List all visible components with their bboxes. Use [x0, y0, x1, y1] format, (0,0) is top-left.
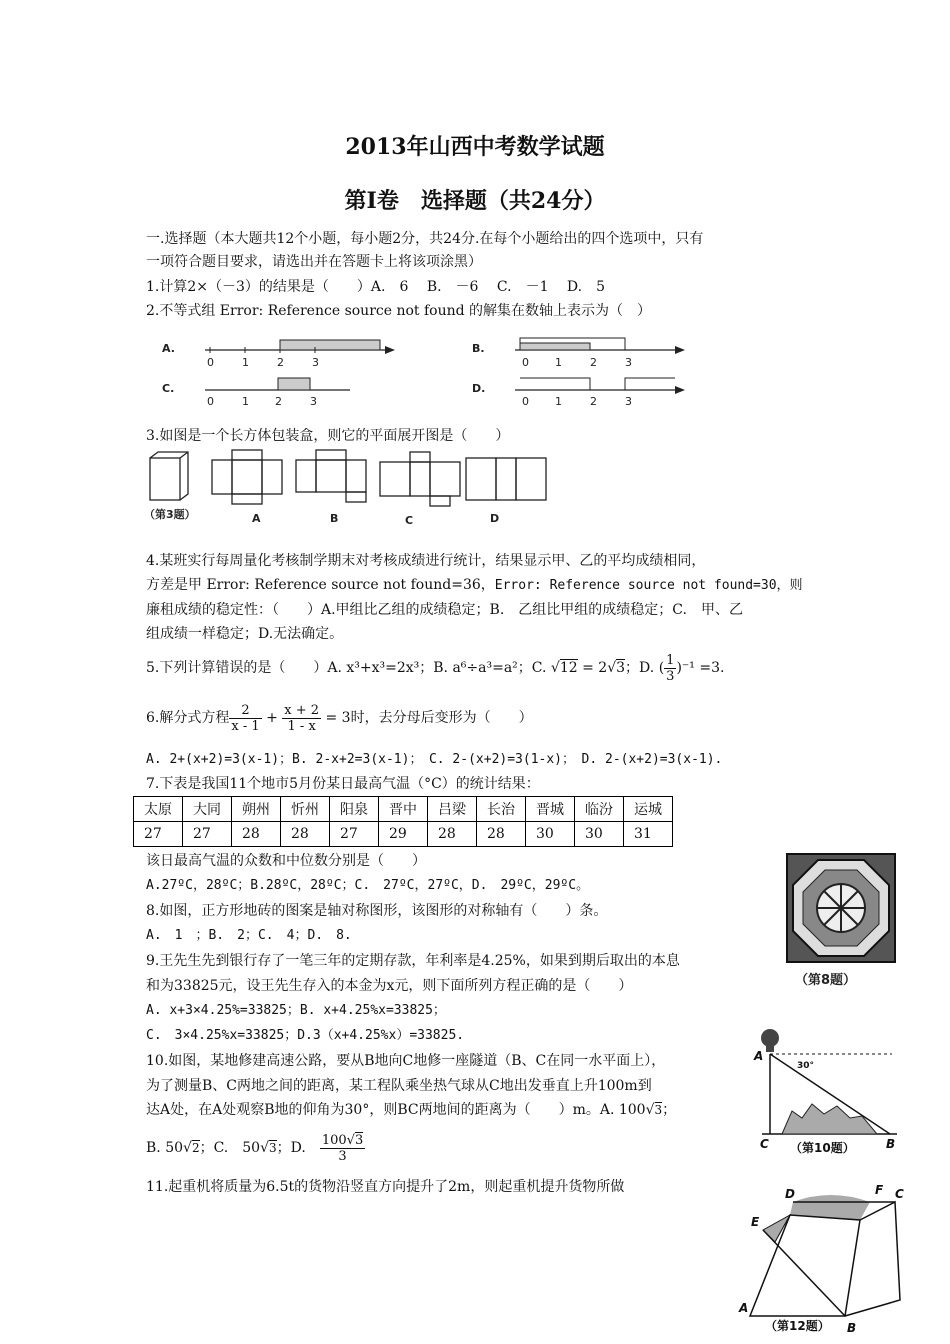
question-1: 1.计算2×（－3）的结果是（ ）A. 6 B. －6 C. －1 D. 5	[146, 279, 606, 295]
svg-text:D: D	[490, 512, 500, 525]
section-title: 第Ⅰ卷 选择题（共24分）	[344, 188, 606, 214]
table-row: 太原 大同 朔州 忻州 阳泉 晋中 吕梁 长治 晋城 临汾 运城	[134, 797, 673, 822]
svg-text:B: B	[330, 512, 339, 525]
svg-text:3: 3	[625, 395, 632, 408]
svg-text:2: 2	[277, 356, 284, 369]
svg-text:B: B	[886, 1137, 896, 1151]
question-9-line-1: 9.王先生先到银行存了一笔三年的定期存款，年利率是4.25%，如果到期后取出的本息	[146, 953, 680, 969]
balloon-figure	[752, 1026, 902, 1160]
svg-text:1: 1	[555, 356, 562, 369]
question-7-options: A.27ºC，28ºC；B.28ºC，28ºC；C. 27ºC，27ºC，D. 29ºC，29ºC。	[146, 878, 590, 893]
svg-text:B: B	[847, 1321, 857, 1335]
page-title: 2013年山西中考数学试题	[345, 134, 605, 160]
svg-text:30°: 30°	[797, 1061, 815, 1071]
svg-text:C: C	[760, 1137, 769, 1151]
fig12-caption: （第12题）	[765, 1319, 830, 1333]
question-9-line-4: C. 3×4.25%x=33825；D.3（x+4.25%x）=33825.	[146, 1028, 465, 1043]
question-7-prompt: 该日最高气温的众数和中位数分别是（ ）	[146, 853, 426, 869]
q12-figure	[735, 1180, 910, 1340]
option-a-label: A.	[162, 342, 175, 355]
svg-text:A: A	[754, 1049, 764, 1063]
question-4-line-1: 4.某班实行每周量化考核制学期末对考核成绩进行统计，结果显示甲、乙的平均成绩相同，	[146, 553, 706, 569]
option-b-label: B.	[472, 342, 485, 355]
question-4-line-4: 组成绩一样稳定；D.无法确定。	[146, 626, 344, 642]
svg-text:2: 2	[590, 356, 597, 369]
svg-text:3: 3	[625, 356, 632, 369]
question-9-line-2: 和为33825元，设王先生存入的本金为x元，则下面所列方程正确的是（ ）	[146, 978, 633, 994]
question-10-line-2: 为了测量B、C两地之间的距离，某工程队乘坐热气球从C地出发垂直上升100m到	[146, 1078, 652, 1094]
question-7: 7.下表是我国11个地市5月份某日最高气温（°C）的统计结果：	[146, 776, 540, 792]
svg-text:F: F	[875, 1183, 884, 1197]
svg-text:3: 3	[310, 395, 317, 408]
floor-tile-figure	[783, 850, 903, 992]
svg-text:A: A	[252, 512, 261, 525]
question-10-line-3: 达A处，在A处观察B地的仰角为30°，则BC两地间的距离为（ ）m。A. 100√3；	[146, 1102, 677, 1118]
fig3-caption: （第3题）	[144, 508, 196, 521]
svg-text:1: 1	[242, 395, 249, 408]
fig10-caption: （第10题）	[790, 1141, 855, 1155]
question-2: 2.不等式组 Error: Reference source not found 的解集在数轴上表示为（ ）	[146, 303, 652, 319]
q3-box-nets	[140, 448, 560, 530]
svg-text:1: 1	[555, 395, 562, 408]
svg-text:C: C	[895, 1187, 904, 1201]
question-4-line-2: 方差是甲 Error: Reference source not found=36，Error: Reference source not found=30，则	[146, 577, 803, 593]
question-4-line-3: 廉租成绩的稳定性：（ ）A.甲组比乙组的成绩稳定；B. 乙组比甲组的成绩稳定；C. 甲、乙	[146, 602, 743, 618]
question-9-line-3: A. x+3×4.25%=33825；B. x+4.25%x=33825；	[146, 1003, 446, 1018]
svg-text:2: 2	[590, 395, 597, 408]
svg-text:1: 1	[242, 356, 249, 369]
svg-text:3: 3	[312, 356, 319, 369]
question-10-options: B. 50√2；C. 50√3；D. $\frac{100√3}{3}$	[146, 1132, 364, 1164]
question-6: 6.解分式方程 $\frac{2}{x - 1}$ + $\frac{x + 2}{1 - x}$ = 3时，去分母后变形为（ ）	[146, 702, 533, 734]
svg-text:0: 0	[522, 395, 529, 408]
svg-text:0: 0	[207, 395, 214, 408]
option-d-label: D.	[472, 382, 486, 395]
question-3: 3.如图是一个长方体包装盒，则它的平面展开图是（ ）	[146, 428, 510, 444]
fig8-caption: （第8题）	[795, 973, 857, 988]
table-row: 27 27 28 28 27 29 28 28 30 30 31	[134, 822, 673, 847]
temperature-table	[133, 796, 673, 847]
question-6-options: A. 2+(x+2)=3(x-1)；B. 2-x+2=3(x-1)； C. 2-(x+2)=3(1-x)； D. 2-(x+2)=3(x-1).	[146, 752, 723, 767]
question-11: 11.起重机将质量为6.5t的货物沿竖直方向提升了2m，则起重机提升货物所做	[146, 1179, 625, 1195]
svg-text:2: 2	[275, 395, 282, 408]
svg-text:0: 0	[207, 356, 214, 369]
svg-text:0: 0	[522, 356, 529, 369]
question-8: 8.如图，正方形地砖的图案是轴对称图形，该图形的对称轴有（ ）条。	[146, 903, 608, 919]
q2-number-lines	[150, 330, 710, 412]
question-8-options: A. 1 ；B. 2；C. 4；D. 8.	[146, 928, 352, 943]
svg-text:A: A	[739, 1301, 749, 1315]
svg-text:E: E	[751, 1215, 760, 1229]
question-5: 5.下列计算错误的是（ ）A. x³+x³=2x³；B. a⁶÷a³=a²；C. √12 = 2√3；D. ( $\frac{1}{3}$ )⁻¹ =3.	[146, 652, 725, 684]
svg-text:C: C	[405, 514, 414, 527]
option-c-label: C.	[162, 382, 175, 395]
svg-text:D: D	[785, 1187, 795, 1201]
intro-line-2: 一项符合题目要求，请选出并在答题卡上将该项涂黑）	[146, 254, 482, 270]
intro-line-1: 一.选择题（本大题共12个小题，每小题2分，共24分.在每个小题给出的四个选项中，只有	[146, 231, 704, 247]
question-10-line-1: 10.如图，某地修建高速公路，要从B地向C地修一座隧道（B、C在同一水平面上），	[146, 1053, 666, 1069]
